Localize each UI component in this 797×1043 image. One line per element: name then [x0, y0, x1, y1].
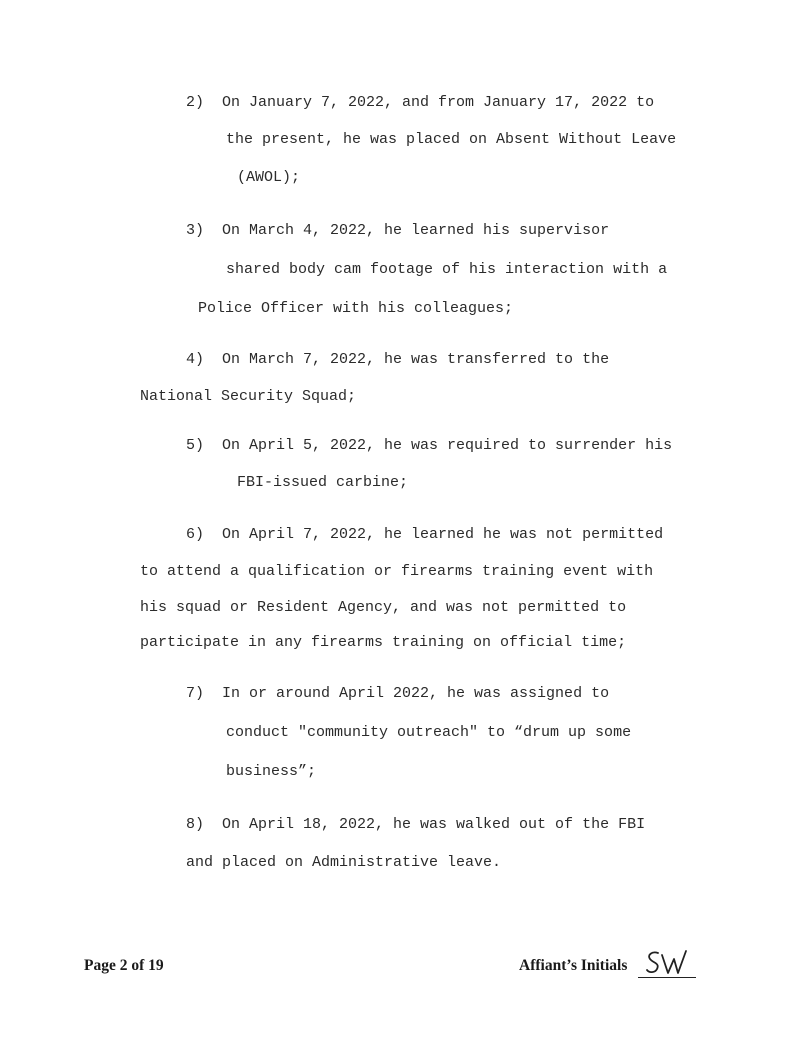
page-total: 19: [148, 957, 164, 974]
list-item-6-line-4: participate in any firearms training on official time;: [140, 634, 627, 651]
list-item-4-line-1: 4) On March 7, 2022, he was transferred to the: [186, 351, 610, 368]
list-item-4-line-2: National Security Squad;: [140, 388, 357, 405]
list-item-7-line-3: business”;: [226, 763, 317, 780]
list-item-2-line-2: the present, he was placed on Absent Without Leave: [226, 131, 677, 148]
list-item-3-line-1: 3) On March 4, 2022, he learned his supervisor: [186, 222, 610, 239]
list-item-2-line-1: 2) On January 7, 2022, and from January 17, 2022 to: [186, 94, 655, 111]
list-item-5-line-2: FBI-issued carbine;: [237, 474, 409, 491]
list-item-3-line-3: Police Officer with his colleagues;: [198, 300, 514, 317]
list-item-8-line-1: 8) On April 18, 2022, he was walked out of the FBI: [186, 816, 646, 833]
signature-icon: [646, 947, 692, 979]
affiant-initials-label: Affiant’s Initials: [519, 957, 628, 974]
page-number: [84, 957, 164, 975]
page-current: 2: [119, 957, 128, 974]
list-item-6-line-2: to attend a qualification or firearms training event with: [140, 563, 654, 580]
list-item-5-line-1: 5) On April 5, 2022, he was required to surrender his: [186, 437, 673, 454]
list-item-6-line-1: 6) On April 7, 2022, he learned he was not permitted: [186, 526, 664, 543]
list-item-6-line-3: his squad or Resident Agency, and was not permitted to: [140, 599, 627, 616]
list-item-7-line-1: 7) In or around April 2022, he was assigned to: [186, 685, 610, 702]
initials-signature: [646, 947, 692, 984]
list-item-2-line-3: (AWOL);: [237, 169, 301, 186]
list-item-7-line-2: conduct "community outreach" to “drum up some: [226, 724, 632, 741]
list-item-3-line-2: shared body cam footage of his interaction with a: [226, 261, 668, 278]
list-item-8-line-2: and placed on Administrative leave.: [186, 854, 502, 871]
page-of: of: [127, 957, 149, 974]
page-prefix: Page: [84, 957, 120, 974]
